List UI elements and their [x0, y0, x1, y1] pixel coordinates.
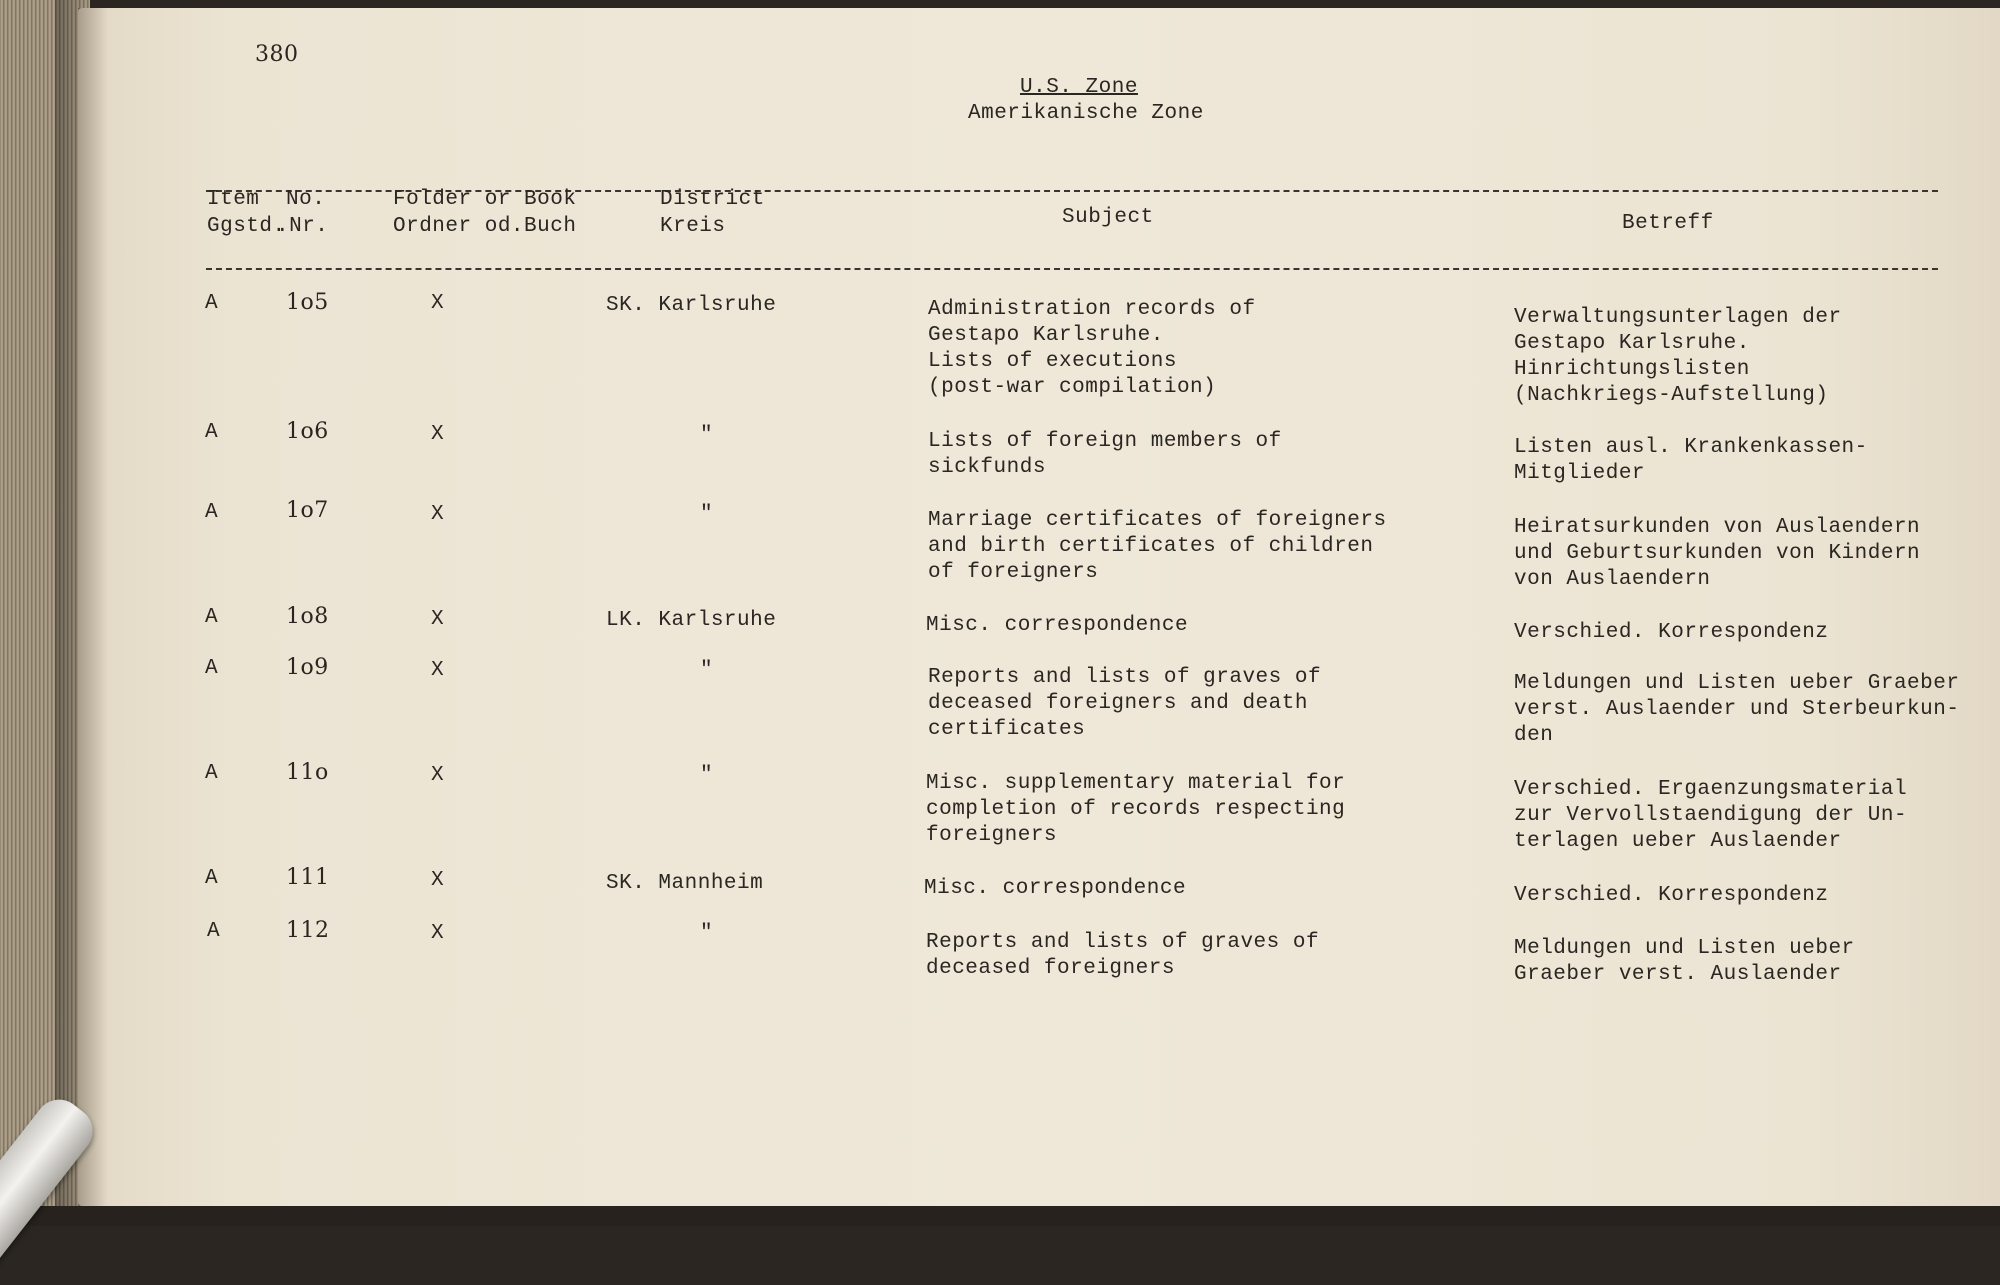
row-district: ": [700, 922, 714, 945]
row-subject-line: Marriage certificates of foreigners: [928, 509, 1387, 532]
row-subject-line: sickfunds: [928, 456, 1046, 479]
row-subject-line: of foreigners: [928, 561, 1099, 584]
row-number: 1o9: [286, 655, 329, 680]
row-number: 1o5: [286, 290, 329, 315]
col-header-item-de: Ggstd.: [207, 215, 286, 238]
row-subject-line: deceased foreigners: [926, 957, 1175, 980]
row-folder: X: [431, 869, 445, 892]
row-subject-line: deceased foreigners and death: [928, 692, 1308, 715]
col-header-subject: Subject: [1062, 206, 1154, 229]
row-betreff-line: Verschied. Korrespondenz: [1514, 621, 1829, 644]
row-district: ": [700, 659, 714, 682]
row-betreff-line: verst. Auslaender und Sterbeurkun-: [1514, 698, 1960, 721]
row-subject-line: Reports and lists of graves of: [928, 666, 1322, 689]
row-betreff-line: Mitglieder: [1514, 462, 1646, 485]
row-subject-line: Misc. correspondence: [926, 614, 1189, 637]
col-header-district-de: Kreis: [660, 215, 726, 238]
row-subject-line: Reports and lists of graves of: [926, 931, 1320, 954]
header-rule-bottom: [206, 268, 1938, 270]
row-item: A: [205, 501, 219, 524]
zone-title-en: U.S. Zone: [1020, 76, 1138, 99]
book-page-edges: [0, 0, 90, 1226]
row-betreff-line: Verwaltungsunterlagen der: [1514, 306, 1842, 329]
row-subject-line: Lists of executions: [928, 350, 1177, 373]
row-betreff-line: Meldungen und Listen ueber Graeber: [1514, 672, 1960, 695]
col-header-folder-en: Folder or Book: [393, 188, 577, 211]
row-betreff-line: Heiratsurkunden von Auslaendern: [1514, 516, 1921, 539]
row-item: A: [205, 421, 219, 444]
row-subject-line: and birth certificates of children: [928, 535, 1374, 558]
row-number: 1o6: [286, 419, 329, 444]
row-district: SK. Mannheim: [606, 872, 764, 895]
row-betreff-line: (Nachkriegs-Aufstellung): [1514, 384, 1829, 407]
background-surface: [0, 1206, 2000, 1226]
row-district: SK. Karlsruhe: [606, 294, 777, 317]
row-item: A: [207, 920, 221, 943]
row-folder: X: [431, 292, 445, 315]
row-subject-line: Lists of foreign members of: [928, 430, 1282, 453]
row-subject-line: completion of records respecting: [926, 798, 1346, 821]
col-header-betreff: Betreff: [1622, 212, 1714, 235]
row-folder: X: [431, 659, 445, 682]
row-betreff-line: zur Vervollstaendigung der Un-: [1514, 804, 1908, 827]
col-header-district-en: District: [660, 188, 765, 211]
row-district: ": [700, 424, 714, 447]
row-item: A: [205, 606, 219, 629]
col-header-no-en: No.: [286, 188, 326, 211]
col-header-folder-de: Ordner od.Buch: [393, 215, 577, 238]
row-district: ": [700, 503, 714, 526]
row-subject-line: Misc. supplementary material for: [926, 772, 1346, 795]
row-folder: X: [431, 503, 445, 526]
col-header-item-en: Item: [207, 188, 260, 211]
row-betreff-line: Graeber verst. Auslaender: [1514, 963, 1842, 986]
row-subject-line: (post-war compilation): [928, 376, 1217, 399]
row-subject-line: Administration records of: [928, 298, 1256, 321]
row-number: 112: [286, 918, 330, 943]
row-number: 111: [286, 865, 330, 890]
row-betreff-line: Hinrichtungslisten: [1514, 358, 1750, 381]
row-folder: X: [431, 764, 445, 787]
row-number: 11o: [286, 760, 329, 785]
row-folder: X: [431, 608, 445, 631]
row-item: A: [205, 657, 219, 680]
col-header-no-de: .Nr.: [276, 215, 329, 238]
row-subject-line: Gestapo Karlsruhe.: [928, 324, 1164, 347]
row-subject-line: Misc. correspondence: [924, 877, 1187, 900]
row-district: LK. Karlsruhe: [606, 609, 777, 632]
row-betreff-line: den: [1514, 724, 1554, 747]
row-folder: X: [431, 922, 445, 945]
zone-title-de: Amerikanische Zone: [968, 102, 1204, 125]
row-betreff-line: Verschied. Korrespondenz: [1514, 884, 1829, 907]
row-item: A: [205, 292, 219, 315]
row-betreff-line: Meldungen und Listen ueber: [1514, 937, 1855, 960]
row-number: 1o7: [286, 498, 329, 523]
page-gutter-shadow: [78, 8, 108, 1206]
row-item: A: [205, 867, 219, 890]
row-subject-line: certificates: [928, 718, 1086, 741]
row-district: ": [700, 764, 714, 787]
row-betreff-line: terlagen ueber Auslaender: [1514, 830, 1842, 853]
page-number: 380: [255, 42, 299, 67]
row-betreff-line: von Auslaendern: [1514, 568, 1711, 591]
row-betreff-line: Gestapo Karlsruhe.: [1514, 332, 1750, 355]
row-item: A: [205, 762, 219, 785]
document-page: [78, 8, 2000, 1206]
row-subject-line: foreigners: [926, 824, 1058, 847]
row-folder: X: [431, 423, 445, 446]
row-betreff-line: Verschied. Ergaenzungsmaterial: [1514, 778, 1908, 801]
row-betreff-line: Listen ausl. Krankenkassen-: [1514, 436, 1868, 459]
row-number: 1o8: [286, 604, 329, 629]
row-betreff-line: und Geburtsurkunden von Kindern: [1514, 542, 1921, 565]
